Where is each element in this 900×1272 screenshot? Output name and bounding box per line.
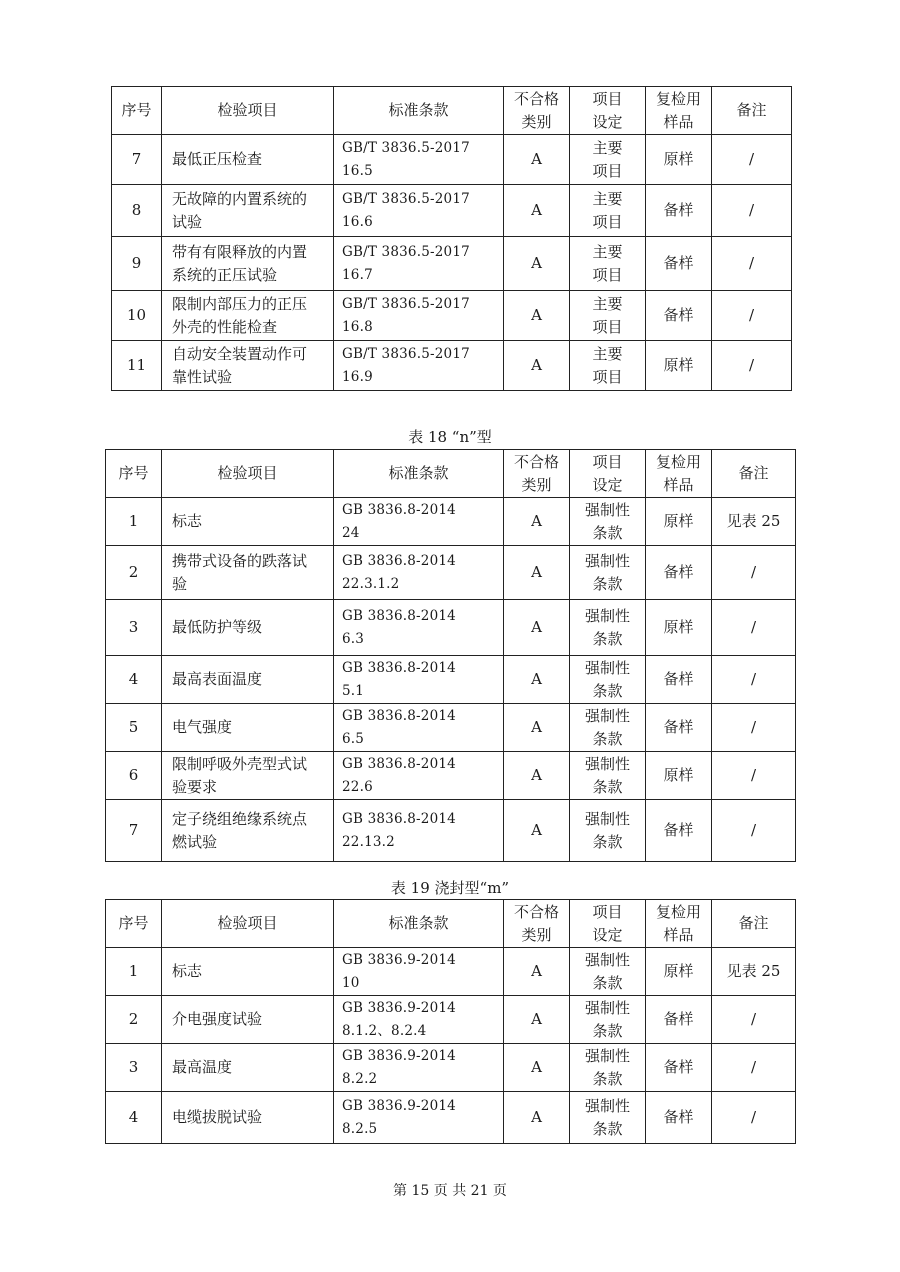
row-item: 电气强度 xyxy=(162,704,334,752)
row-item: 带有有限释放的内置 系统的正压试验 xyxy=(162,237,334,291)
row-standard: GB 3836.8-2014 5.1 xyxy=(334,656,504,704)
table-row xyxy=(112,135,792,185)
row-standard: GB 3836.8-2014 22.6 xyxy=(334,752,504,800)
row-remark: / xyxy=(712,341,792,391)
row-sample: 备样 xyxy=(646,800,712,862)
row-item: 最高温度 xyxy=(162,1044,334,1092)
row-standard: GB 3836.8-2014 22.13.2 xyxy=(334,800,504,862)
row-remark: / xyxy=(712,704,796,752)
row-item: 标志 xyxy=(162,948,334,996)
row-sample: 原样 xyxy=(646,948,712,996)
row-category: A xyxy=(504,185,570,237)
row-remark: / xyxy=(712,800,796,862)
row-category: A xyxy=(504,1044,570,1092)
row-sample: 原样 xyxy=(646,752,712,800)
table-row xyxy=(106,600,796,656)
row-item: 定子绕组绝缘系统点 燃试验 xyxy=(162,800,334,862)
row-remark: 见表 25 xyxy=(712,948,796,996)
row-setting: 强制性 条款 xyxy=(570,948,646,996)
row-no: 2 xyxy=(106,546,162,600)
row-category: A xyxy=(504,546,570,600)
header-item: 检验项目 xyxy=(162,450,334,498)
table-18 xyxy=(105,449,796,862)
header-standard: 标准条款 xyxy=(334,450,504,498)
row-category: A xyxy=(504,948,570,996)
row-no: 6 xyxy=(106,752,162,800)
row-sample: 备样 xyxy=(646,237,712,291)
row-sample: 备样 xyxy=(646,1044,712,1092)
table-row xyxy=(106,948,796,996)
header-remark: 备注 xyxy=(712,87,792,135)
row-standard: GB 3836.9-2014 8.2.5 xyxy=(334,1092,504,1144)
row-setting: 强制性 条款 xyxy=(570,704,646,752)
row-setting: 主要 项目 xyxy=(570,341,646,391)
row-setting: 主要 项目 xyxy=(570,135,646,185)
row-standard: GB/T 3836.5-2017 16.6 xyxy=(334,185,504,237)
row-setting: 主要 项目 xyxy=(570,291,646,341)
row-setting: 强制性 条款 xyxy=(570,498,646,546)
row-standard: GB/T 3836.5-2017 16.9 xyxy=(334,341,504,391)
row-standard: GB/T 3836.5-2017 16.8 xyxy=(334,291,504,341)
header-no: 序号 xyxy=(106,900,162,948)
row-setting: 强制性 条款 xyxy=(570,656,646,704)
table-header-row xyxy=(106,450,796,498)
table-header-row xyxy=(106,900,796,948)
row-category: A xyxy=(504,135,570,185)
row-standard: GB 3836.9-2014 8.2.2 xyxy=(334,1044,504,1092)
row-no: 5 xyxy=(106,704,162,752)
header-category: 不合格 类别 xyxy=(504,900,570,948)
page-footer: 第 15 页 共 21 页 xyxy=(393,1183,507,1199)
row-standard: GB 3836.9-2014 8.1.2、8.2.4 xyxy=(334,996,504,1044)
row-no: 4 xyxy=(106,1092,162,1144)
table-row xyxy=(112,291,792,341)
row-setting: 强制性 条款 xyxy=(570,1044,646,1092)
row-setting: 强制性 条款 xyxy=(570,752,646,800)
row-item: 标志 xyxy=(162,498,334,546)
row-no: 8 xyxy=(112,185,162,237)
row-standard: GB/T 3836.5-2017 16.5 xyxy=(334,135,504,185)
row-setting: 主要 项目 xyxy=(570,185,646,237)
row-standard: GB 3836.8-2014 24 xyxy=(334,498,504,546)
header-setting: 项目 设定 xyxy=(570,900,646,948)
row-category: A xyxy=(504,656,570,704)
row-setting: 强制性 条款 xyxy=(570,1092,646,1144)
table-row xyxy=(106,752,796,800)
row-item: 最低防护等级 xyxy=(162,600,334,656)
row-no: 2 xyxy=(106,996,162,1044)
table-row xyxy=(106,498,796,546)
header-remark: 备注 xyxy=(712,450,796,498)
row-item: 自动安全装置动作可 靠性试验 xyxy=(162,341,334,391)
row-category: A xyxy=(504,498,570,546)
row-category: A xyxy=(504,800,570,862)
row-setting: 强制性 条款 xyxy=(570,996,646,1044)
row-setting: 强制性 条款 xyxy=(570,546,646,600)
row-sample: 备样 xyxy=(646,996,712,1044)
table-row xyxy=(112,341,792,391)
row-remark: / xyxy=(712,546,796,600)
row-item: 介电强度试验 xyxy=(162,996,334,1044)
table-row xyxy=(106,546,796,600)
row-no: 9 xyxy=(112,237,162,291)
table-row xyxy=(106,704,796,752)
row-item: 最高表面温度 xyxy=(162,656,334,704)
row-remark: / xyxy=(712,135,792,185)
row-sample: 原样 xyxy=(646,600,712,656)
row-item: 无故障的内置系统的 试验 xyxy=(162,185,334,237)
table-row xyxy=(112,237,792,291)
header-standard: 标准条款 xyxy=(334,87,504,135)
header-item: 检验项目 xyxy=(162,900,334,948)
row-sample: 备样 xyxy=(646,1092,712,1144)
row-standard: GB/T 3836.5-2017 16.7 xyxy=(334,237,504,291)
row-no: 10 xyxy=(112,291,162,341)
header-standard: 标准条款 xyxy=(334,900,504,948)
row-item: 限制内部压力的正压 外壳的性能检查 xyxy=(162,291,334,341)
row-remark: / xyxy=(712,1092,796,1144)
row-remark: 见表 25 xyxy=(712,498,796,546)
header-no: 序号 xyxy=(112,87,162,135)
table-row xyxy=(112,185,792,237)
row-no: 1 xyxy=(106,948,162,996)
table-row xyxy=(106,1092,796,1144)
row-setting: 强制性 条款 xyxy=(570,800,646,862)
header-category: 不合格 类别 xyxy=(504,450,570,498)
row-standard: GB 3836.8-2014 6.5 xyxy=(334,704,504,752)
table-row xyxy=(106,1044,796,1092)
row-setting: 强制性 条款 xyxy=(570,600,646,656)
row-category: A xyxy=(504,1092,570,1144)
row-category: A xyxy=(504,996,570,1044)
header-item: 检验项目 xyxy=(162,87,334,135)
row-item: 最低正压检查 xyxy=(162,135,334,185)
row-remark: / xyxy=(712,752,796,800)
row-remark: / xyxy=(712,185,792,237)
table-17-continued xyxy=(111,86,792,391)
row-sample: 备样 xyxy=(646,656,712,704)
row-sample: 原样 xyxy=(646,135,712,185)
row-remark: / xyxy=(712,1044,796,1092)
row-remark: / xyxy=(712,600,796,656)
header-setting: 项目 设定 xyxy=(570,450,646,498)
row-no: 4 xyxy=(106,656,162,704)
header-remark: 备注 xyxy=(712,900,796,948)
row-category: A xyxy=(504,752,570,800)
header-category: 不合格 类别 xyxy=(504,87,570,135)
row-remark: / xyxy=(712,291,792,341)
header-setting: 项目 设定 xyxy=(570,87,646,135)
table-row xyxy=(106,996,796,1044)
row-category: A xyxy=(504,704,570,752)
row-no: 3 xyxy=(106,600,162,656)
row-remark: / xyxy=(712,237,792,291)
row-category: A xyxy=(504,600,570,656)
row-no: 1 xyxy=(106,498,162,546)
row-sample: 备样 xyxy=(646,291,712,341)
table-header-row xyxy=(112,87,792,135)
row-category: A xyxy=(504,237,570,291)
table-19-caption: 表 19 浇封型“m” xyxy=(390,879,510,897)
row-remark: / xyxy=(712,656,796,704)
row-item: 电缆拔脱试验 xyxy=(162,1092,334,1144)
row-no: 7 xyxy=(112,135,162,185)
row-no: 7 xyxy=(106,800,162,862)
row-item: 携带式设备的跌落试 验 xyxy=(162,546,334,600)
row-setting: 主要 项目 xyxy=(570,237,646,291)
row-standard: GB 3836.9-2014 10 xyxy=(334,948,504,996)
row-standard: GB 3836.8-2014 22.3.1.2 xyxy=(334,546,504,600)
header-no: 序号 xyxy=(106,450,162,498)
table-row xyxy=(106,656,796,704)
table-18-caption: 表 18 “n”型 xyxy=(408,428,492,446)
row-category: A xyxy=(504,291,570,341)
header-sample: 复检用 样品 xyxy=(646,900,712,948)
header-sample: 复检用 样品 xyxy=(646,87,712,135)
row-sample: 原样 xyxy=(646,498,712,546)
row-sample: 备样 xyxy=(646,704,712,752)
row-standard: GB 3836.8-2014 6.3 xyxy=(334,600,504,656)
row-sample: 原样 xyxy=(646,341,712,391)
table-19 xyxy=(105,899,796,1144)
table-row xyxy=(106,800,796,862)
row-sample: 备样 xyxy=(646,185,712,237)
header-sample: 复检用 样品 xyxy=(646,450,712,498)
row-sample: 备样 xyxy=(646,546,712,600)
row-category: A xyxy=(504,341,570,391)
row-item: 限制呼吸外壳型式试 验要求 xyxy=(162,752,334,800)
row-no: 11 xyxy=(112,341,162,391)
row-no: 3 xyxy=(106,1044,162,1092)
row-remark: / xyxy=(712,996,796,1044)
